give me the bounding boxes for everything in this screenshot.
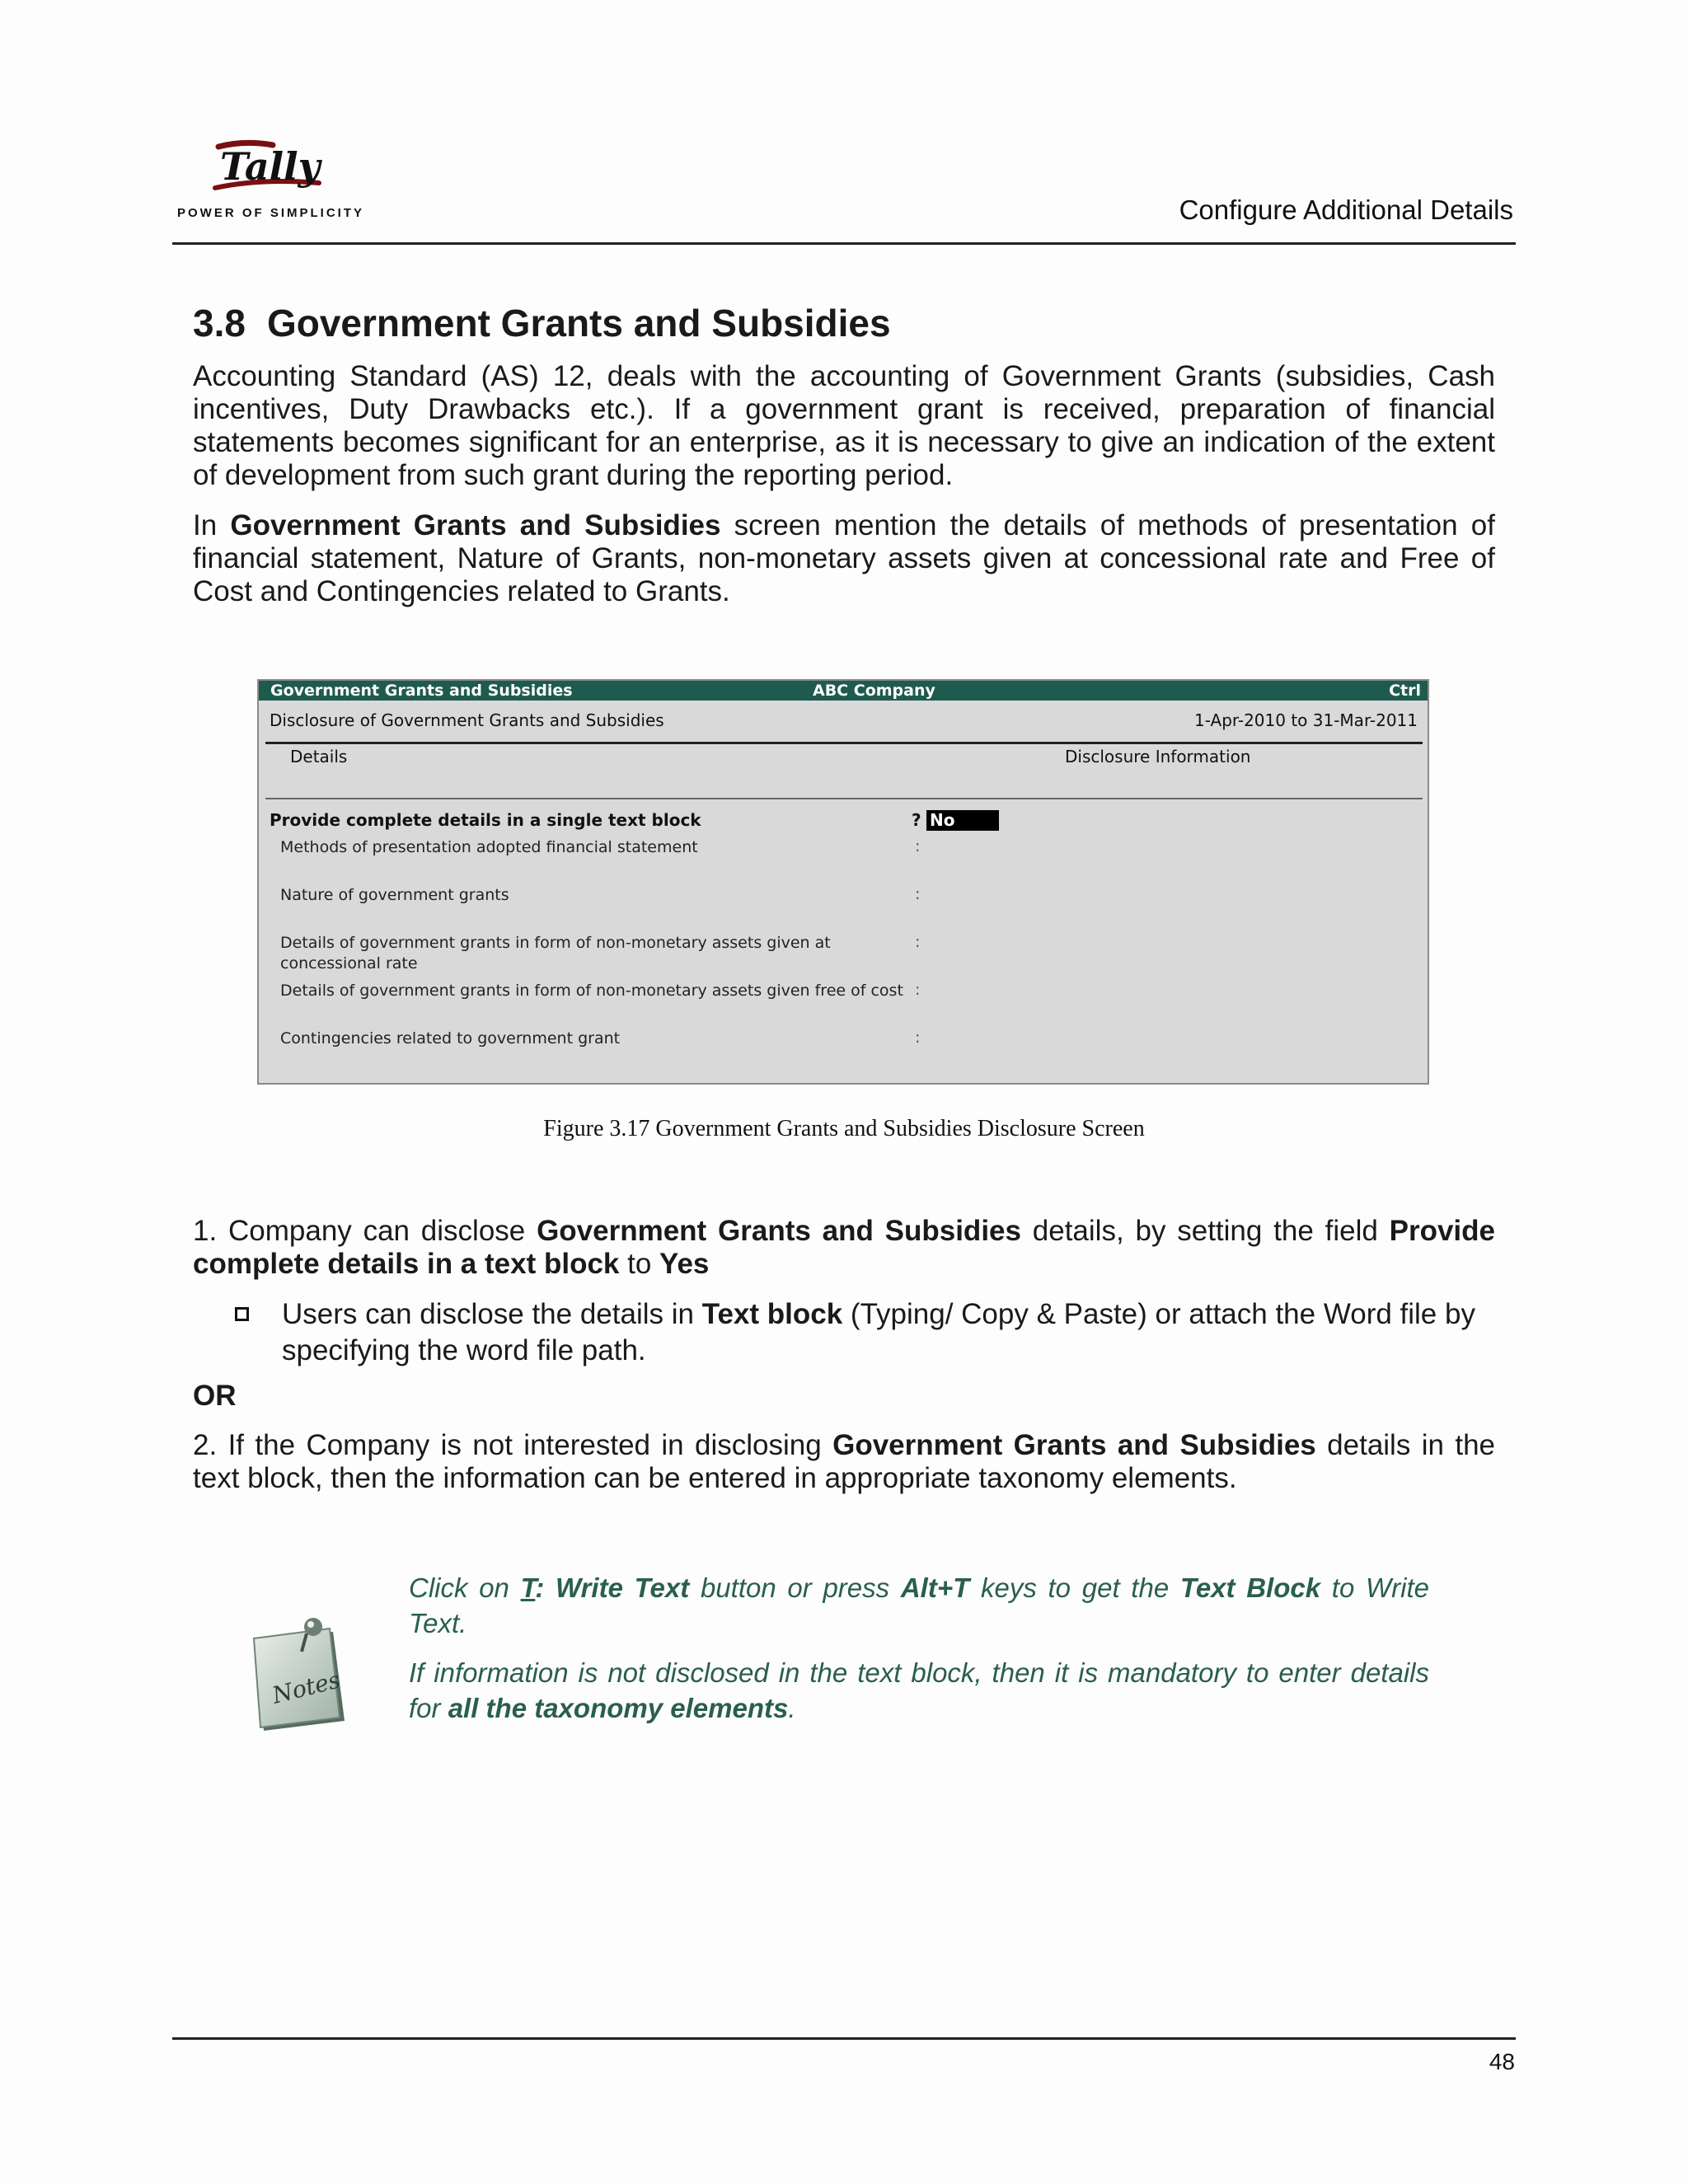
logo-text: Tally — [220, 144, 321, 189]
step-2: 2. If the Company is not interested in disclosing Government Grants and Subsidies details in the text block, then the information can be entered in appropriate taxonomy elements. — [193, 1429, 1495, 1494]
header-rule — [172, 242, 1516, 245]
screen-description-paragraph: In Government Grants and Subsidies screen mention the details of methods of presentation of financial statement, Nature of Grants, non-monetary assets given at concessional rate and Free of Cost and Contingencies related to Grants. — [193, 509, 1495, 607]
field-nature-of-grants: Nature of government grants — [280, 886, 509, 904]
ctrl-indicator: Ctrl — [1389, 682, 1421, 700]
field-separator[interactable]: : — [915, 885, 921, 903]
tally-logo — [177, 138, 367, 221]
section-title: Government Grants and Subsidies — [266, 302, 891, 344]
page-number: 48 — [1489, 2049, 1515, 2074]
field-methods-of-presentation: Methods of presentation adopted financial statement — [280, 838, 698, 856]
field-non-monetary-concessional: Details of government grants in form of non-monetary assets given at concessional rate — [280, 934, 831, 972]
footer-rule — [172, 2037, 1516, 2040]
tally-disclosure-screen — [257, 679, 1429, 1085]
section-heading — [193, 301, 891, 345]
bullet-text: Users can disclose the details in Text block (Typing/ Copy & Paste) or attach the Word file by specifying the word file path. — [282, 1298, 1475, 1366]
step-1: 1. Company can disclose Government Grants and Subsidies details, by setting the field Provide complete details in a text block to Yes — [193, 1215, 1496, 1280]
field-separator[interactable]: : — [915, 933, 921, 951]
field-separator[interactable]: : — [915, 1029, 921, 1047]
field-separator[interactable]: : — [915, 981, 921, 999]
field-prompt: ? — [912, 810, 921, 830]
period-range: 1-Apr-2010 to 31-Mar-2011 — [1194, 710, 1418, 730]
logo-tagline: POWER OF SIMPLICITY — [177, 206, 365, 220]
intro-paragraph: Accounting Standard (AS) 12, deals with the accounting of Government Grants (subsidies, Cash incentives, Duty Drawbacks etc.). If a government grant is received, preparation of financial statements becomes significant for an enterprise, as it is necessary to give an indication of the extent of development from such grant during the reporting period. — [193, 360, 1495, 491]
field-non-monetary-free: Details of government grants in form of non-monetary assets given free of cost — [280, 982, 903, 1000]
screen-subtitle: Disclosure of Government Grants and Subsidies — [270, 710, 664, 730]
screen-divider — [265, 798, 1423, 799]
figure-caption: Figure 3.17 Government Grants and Subsidies Disclosure Screen — [543, 1116, 1145, 1141]
square-bullet-icon — [235, 1307, 249, 1321]
single-text-block-field-label: Provide complete details in a single text block — [270, 810, 701, 830]
single-text-block-value[interactable]: No — [926, 810, 999, 831]
section-number: 3.8 — [193, 302, 246, 344]
screen-title: Government Grants and Subsidies — [270, 682, 573, 700]
column-header-details: Details — [290, 747, 348, 766]
notes-icon — [247, 1615, 354, 1743]
screen-title-bar — [259, 681, 1428, 701]
tally-logo-icon — [212, 138, 327, 196]
company-name: ABC Company — [813, 682, 935, 700]
column-header-disclosure: Disclosure Information — [1065, 747, 1251, 766]
notes-icon-label: Notes — [270, 1666, 344, 1709]
note-mandatory-taxonomy: If information is not disclosed in the text block, then it is mandatory to enter details for all the taxonomy elements. — [409, 1657, 1429, 1723]
screen-divider — [265, 742, 1423, 744]
or-separator: OR — [193, 1380, 237, 1412]
note-write-text: Click on T: Write Text button or press Alt+T keys to get the Text Block to Write Text. — [409, 1572, 1430, 1638]
field-separator[interactable]: : — [915, 837, 921, 855]
running-header: Configure Additional Details — [1179, 194, 1513, 225]
field-contingencies: Contingencies related to government grant — [280, 1029, 621, 1047]
